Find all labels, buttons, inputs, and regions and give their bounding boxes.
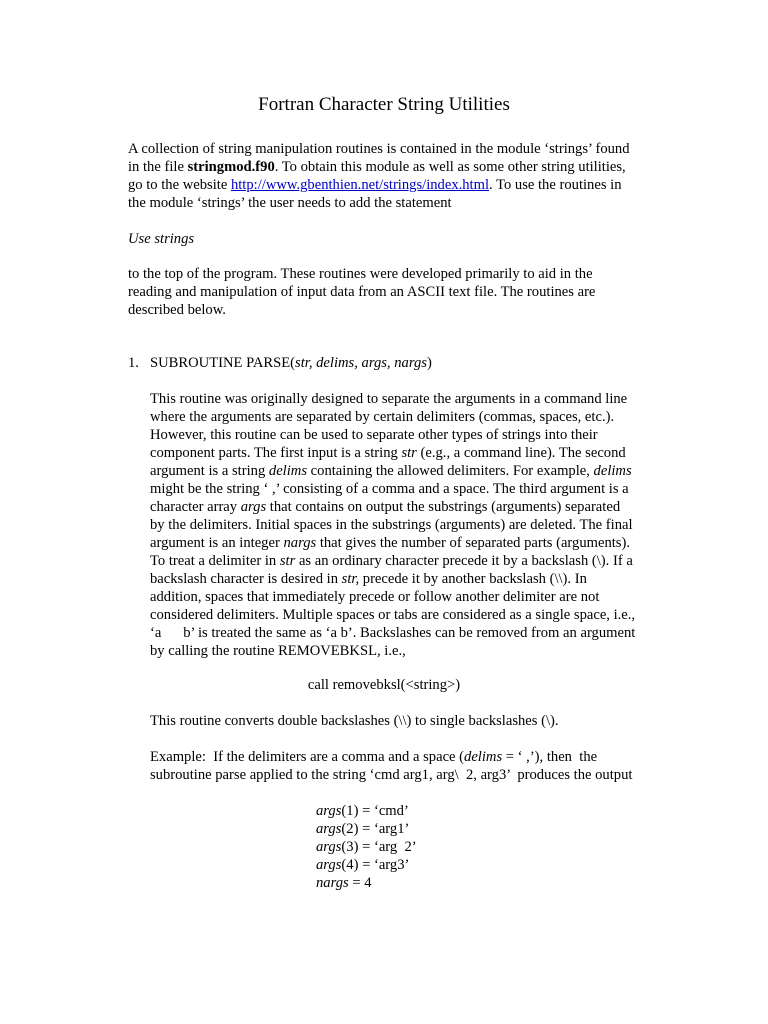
var-str: str [401,445,417,461]
heading-args: str, delims, args, nargs [295,355,427,371]
intro-text: . To use the routines in [489,177,622,193]
body-line: by calling the routine REMOVEBKSL, i.e., [150,643,406,659]
var-nargs: nargs [316,875,349,891]
text: that contains on output the substrings (arguments) separated [266,499,621,515]
item-heading [150,354,432,372]
text: containing the allowed delimiters. For example, [307,463,594,479]
heading-text: ) [426,355,432,371]
intro-text: in the file [128,159,188,175]
after-line-1: to the top of the program. These routines were developed primarily to aid in the [128,266,593,282]
nargs-line [316,874,417,892]
value: = 4 [348,875,372,891]
intro-paragraph [128,140,630,212]
after-paragraph [128,265,595,319]
body-line: might be the string ‘ ,’ consisting of a comma and a space. The third argument is a [150,481,629,497]
body-line: However, this routine can be used to separate other types of strings into their [150,427,598,443]
text: backslash character is desired in [150,571,342,587]
var-args: args [316,839,342,855]
var-delims: delims [464,749,503,765]
value: (1) = ‘cmd’ [341,803,409,819]
body-line [150,534,635,552]
var-args: args [316,857,342,873]
args-line [316,802,417,820]
var-args: args [316,821,342,837]
page-title: Fortran Character String Utilities [258,94,510,115]
args-line [316,838,417,856]
value: (2) = ‘arg1’ [341,821,410,837]
body-line [150,462,635,480]
text: component parts. The first input is a string [150,445,402,461]
var-str: str, [341,571,360,587]
use-statement: Use strings [128,231,195,247]
after-line-3: described below. [128,302,226,318]
var-str: str [279,553,296,569]
text: = ‘ ,’), then the [502,749,598,765]
text: character array [150,499,241,515]
example-line-2: subroutine parse applied to the string ‘cmd arg1, arg\ 2, arg3’ produces the output [150,767,633,783]
intro-line-4: the module ‘strings’ the user needs to add the statement [128,195,452,211]
var-args: args [240,499,267,515]
call-statement: call removebksl(<string>) [307,677,461,693]
conversion-note: This routine converts double backslashes (\\) to single backslashes (\). [150,713,559,729]
text: To treat a delimiter in [150,553,280,569]
text: as an ordinary character precede it by a backslash (\). If a [295,553,633,569]
body-line: by the delimiters. Initial spaces in the substrings (arguments) are deleted. The final [150,517,633,533]
var-delims: delims [593,463,632,479]
body-line: where the arguments are separated by certain delimiters (commas, spaces, etc.). [150,409,615,425]
var-delims: delims [268,463,308,479]
intro-line-3 [128,176,630,194]
intro-line-1: A collection of string manipulation routines is contained in the module ‘strings’ found [128,141,630,157]
intro-text: go to the website [128,177,231,193]
args-line [316,820,417,838]
args-line [316,856,417,874]
body-line [150,552,635,570]
body-line: addition, spaces that immediately precede or follow another delimiter are not [150,589,600,605]
intro-line-2 [128,158,630,176]
body-line: considered delimiters. Multiple spaces or tabs are considered as a single space, i.e., [150,607,636,623]
text: argument is an integer [150,535,284,551]
body-line: ‘a b’ is treated the same as ‘a b’. Backslashes can be removed from an argument [150,625,636,641]
example-line-1 [150,748,632,766]
after-line-2: reading and manipulation of input data from an ASCII text file. The routines are [128,284,596,300]
heading-text: SUBROUTINE PARSE( [150,355,296,371]
text: precede it by another backslash (\\). In [359,571,587,587]
args-output-list [316,802,417,892]
var-args: args [316,803,342,819]
body-line [150,498,635,516]
body-line: This routine was originally designed to separate the arguments in a command line [150,391,628,407]
value: (4) = ‘arg3’ [341,857,410,873]
text: argument is a string [150,463,269,479]
example-paragraph [150,748,632,784]
item-number: 1. [128,355,139,371]
website-link[interactable]: http://www.gbenthien.net/strings/index.html [230,177,490,193]
text: that gives the number of separated parts (arguments). [316,535,630,551]
var-nargs: nargs [283,535,317,551]
body-line [150,570,635,588]
text: Example: If the delimiters are a comma and a space ( [150,749,465,765]
text: (e.g., a command line). The second [416,445,626,461]
intro-text: . To obtain this module as well as some other string utilities, [274,159,626,175]
filename: stringmod.f90 [187,159,275,175]
body-line [150,444,635,462]
value: (3) = ‘arg 2’ [341,839,417,855]
parse-description [150,390,635,660]
